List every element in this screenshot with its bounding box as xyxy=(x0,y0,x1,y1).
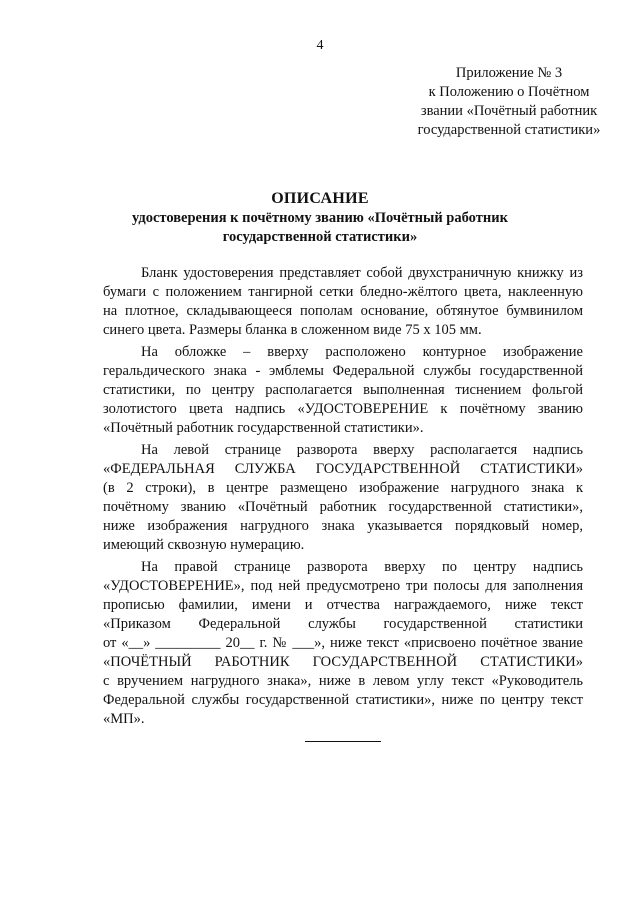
paragraph-right-page-description xyxy=(103,558,583,729)
text-line: бумаги с положением тангирной сетки бледно-жёлтого цвета, наклеенную xyxy=(103,284,583,300)
text-line: от «__» _________ 20__ г. № ___», ниже текст «присвоено почётное звание xyxy=(103,635,583,651)
text-line: геральдического знака - эмблемы Федеральной службы государственной xyxy=(103,363,583,379)
text-line: статистики, по центру располагается выполненная тиснением фольгой xyxy=(103,382,583,398)
appendix-line: к Положению о Почётном xyxy=(428,84,590,100)
appendix-line: государственной статистики» xyxy=(417,122,601,138)
document-title: ОПИСАНИЕ xyxy=(271,190,369,207)
text-line: «МП». xyxy=(103,711,145,727)
page-number: 4 xyxy=(316,38,324,53)
paragraph-blank-description xyxy=(103,264,583,340)
text-line: «ФЕДЕРАЛЬНАЯ СЛУЖБА ГОСУДАРСТВЕННОЙ СТАТИСТИКИ» xyxy=(103,461,583,477)
document-subtitle-line: удостоверения к почётному званию «Почётный работник xyxy=(132,210,508,226)
text-line: с вручением нагрудного знака», ниже в левом углу текст «Руководитель xyxy=(103,673,583,689)
text-line: прописью фамилии, имени и отчества награждаемого, ниже текст xyxy=(103,597,583,613)
text-line: на плотное, складывающееся пополам основание, обтянутое бумвинилом xyxy=(103,303,583,319)
text-line: «Приказом Федеральной службы государственной статистики xyxy=(103,616,583,632)
text-line: ниже изображения нагрудного знака указывается порядковый номер, xyxy=(103,518,583,534)
text-line: Бланк удостоверения представляет собой двухстраничную книжку из xyxy=(141,265,583,281)
appendix-reference xyxy=(389,64,629,140)
text-line: На левой странице разворота вверху располагается надпись xyxy=(141,442,583,458)
text-line: почётному званию «Почётный работник государственной статистики», xyxy=(103,499,583,515)
paragraph-left-page-description xyxy=(103,441,583,555)
appendix-line: Приложение № 3 xyxy=(455,65,563,81)
text-line: синего цвета. Размеры бланка в сложенном виде 75 х 105 мм. xyxy=(103,322,482,338)
text-line: «ПОЧЁТНЫЙ РАБОТНИК ГОСУДАРСТВЕННОЙ СТАТИСТИКИ» xyxy=(103,654,583,670)
end-separator-line xyxy=(305,741,381,742)
appendix-line: звании «Почётный работник xyxy=(420,103,598,119)
document-subtitle-line: государственной статистики» xyxy=(222,229,418,245)
text-line: Федеральной службы государственной статистики», ниже по центру текст xyxy=(103,692,583,708)
document-body xyxy=(103,264,583,732)
text-line: «УДОСТОВЕРЕНИЕ», под ней предусмотрено три полосы для заполнения xyxy=(103,578,583,594)
text-line: (в 2 строки), в центре размещено изображение нагрудного знака к xyxy=(103,480,583,496)
text-line: На обложке – вверху расположено контурное изображение xyxy=(141,344,583,360)
text-line: имеющий сквозную нумерацию. xyxy=(103,537,305,553)
document-heading xyxy=(60,189,580,247)
text-line: «Почётный работник государственной статистики». xyxy=(103,420,424,436)
text-line: На правой странице разворота вверху по центру надпись xyxy=(141,559,583,575)
text-line: золотистого цвета надпись «УДОСТОВЕРЕНИЕ к почётному званию xyxy=(103,401,583,417)
paragraph-cover-description xyxy=(103,343,583,438)
